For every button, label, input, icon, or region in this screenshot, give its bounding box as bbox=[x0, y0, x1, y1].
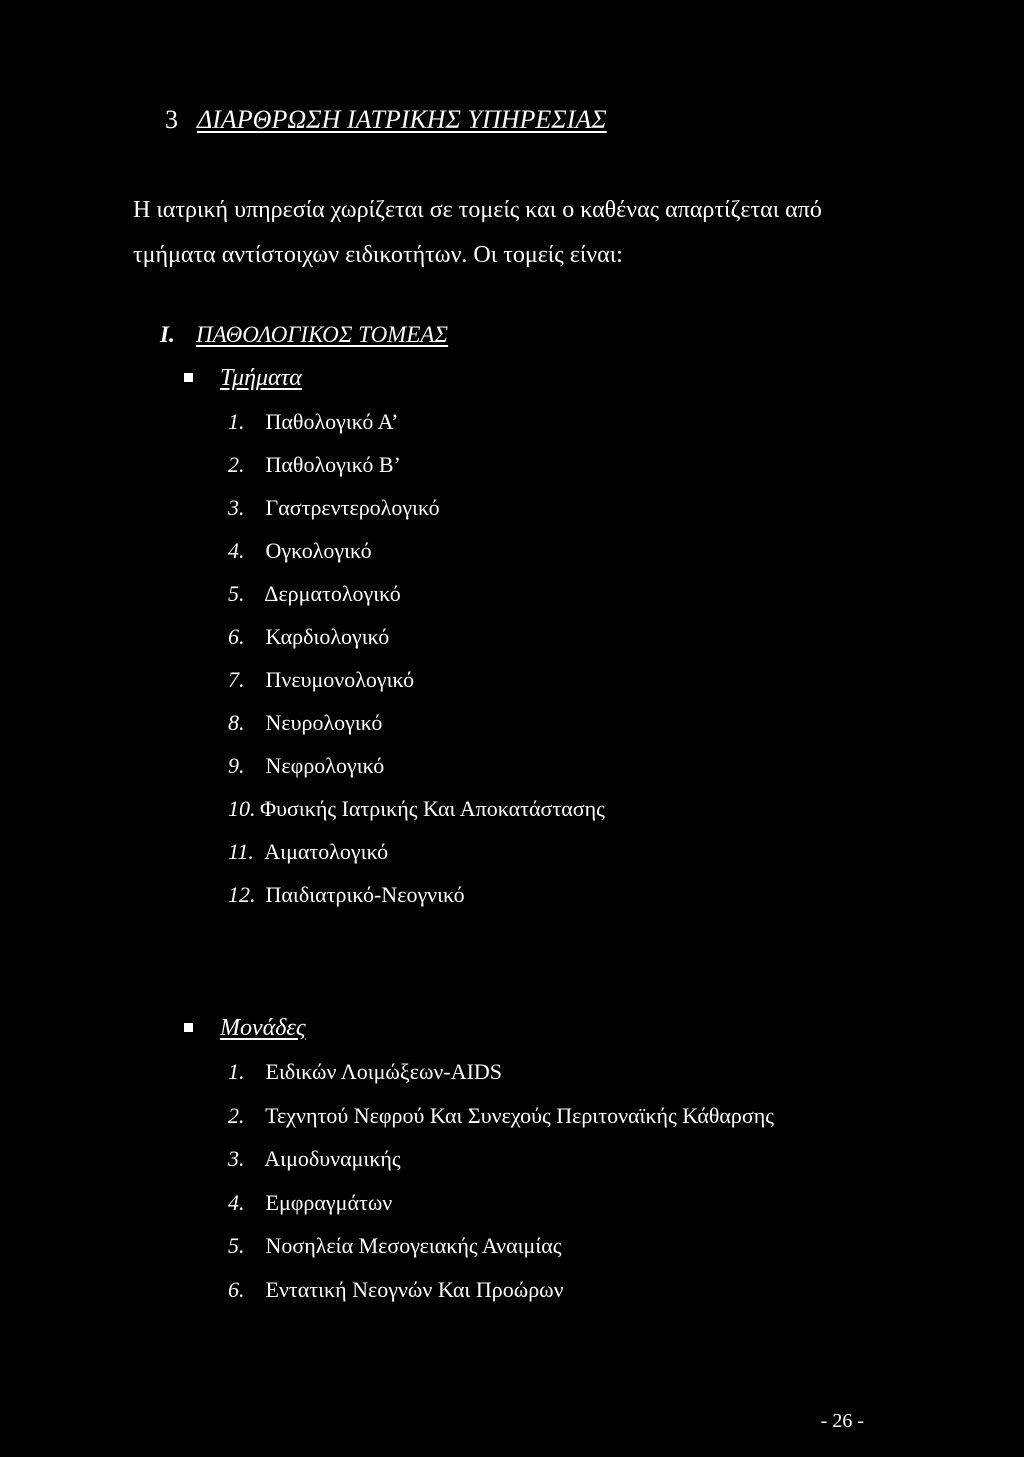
departments-title: Τμήματα bbox=[220, 365, 302, 391]
item-number: 4. bbox=[228, 538, 245, 563]
item-number: 9. bbox=[228, 753, 245, 778]
list-item bbox=[228, 881, 605, 924]
intro-line-1: Η ιατρική υπηρεσία χωρίζεται σε τομείς και ο καθένας απαρτίζεται από bbox=[133, 197, 822, 223]
item-number: 1. bbox=[228, 409, 245, 434]
list-item bbox=[228, 709, 605, 752]
units-list bbox=[228, 1058, 774, 1319]
sector-number: I. bbox=[160, 322, 175, 347]
departments-list bbox=[228, 408, 605, 924]
list-item bbox=[228, 1145, 774, 1189]
item-number: 2. bbox=[228, 1102, 245, 1128]
list-item bbox=[228, 1189, 774, 1233]
units-heading bbox=[220, 1015, 306, 1042]
item-number: 3. bbox=[228, 1146, 245, 1171]
item-number: 4. bbox=[228, 1189, 245, 1215]
list-item bbox=[228, 1232, 774, 1276]
units-title: Μονάδες bbox=[220, 1015, 306, 1041]
item-label: Καρδιολογικό bbox=[265, 624, 390, 649]
bullet-square-icon bbox=[184, 373, 193, 382]
section-number: 3 bbox=[165, 105, 178, 134]
item-number: 2. bbox=[228, 452, 245, 477]
item-label: Νοσηλεία Μεσογειακής Αναιμίας bbox=[265, 1233, 562, 1258]
list-item bbox=[228, 494, 605, 537]
intro-line-2: τμήματα αντίστοιχων ειδικοτήτων. Οι τομείς είναι: bbox=[133, 242, 623, 268]
item-label: Νεφρολογικό bbox=[265, 753, 385, 778]
list-item bbox=[228, 408, 605, 451]
list-item bbox=[228, 1058, 774, 1102]
item-number: 6. bbox=[228, 624, 245, 649]
item-number: 1. bbox=[228, 1059, 245, 1084]
list-item bbox=[228, 1276, 774, 1320]
section-title: ΔΙΑΡΘΡΩΣΗ ΙΑΤΡΙΚΗΣ ΥΠΗΡΕΣΙΑΣ bbox=[197, 105, 607, 134]
item-label: Αιματολογικό bbox=[264, 839, 389, 864]
item-label: Ειδικών Λοιμώξεων-AIDS bbox=[265, 1059, 503, 1084]
item-label: Πνευμονολογικό bbox=[265, 667, 415, 692]
item-label: Αιμοδυναμικής bbox=[264, 1146, 401, 1171]
item-label: Ογκολογικό bbox=[265, 538, 372, 563]
item-label: Φυσικής Ιατρικής Και Αποκατάστασης bbox=[260, 796, 605, 821]
item-number: 6. bbox=[228, 1276, 245, 1302]
item-label: Παιδιατρικό-Νεογνικό bbox=[265, 882, 465, 907]
departments-heading bbox=[220, 365, 302, 392]
item-number: 8. bbox=[228, 710, 245, 735]
item-label: Δερματολογικό bbox=[264, 581, 401, 606]
item-label: Γαστρεντερολογικό bbox=[265, 495, 440, 520]
item-label: Εμφραγμάτων bbox=[265, 1189, 393, 1215]
item-label: Παθολογικό Α’ bbox=[265, 409, 399, 434]
sector-heading bbox=[160, 322, 448, 348]
sector-title: ΠΑΘΟΛΟΓΙΚΟΣ ΤΟΜΕΑΣ bbox=[196, 322, 449, 347]
list-item bbox=[228, 795, 605, 838]
list-item bbox=[228, 752, 605, 795]
item-number: 12. bbox=[228, 882, 256, 907]
list-item bbox=[228, 623, 605, 666]
list-item bbox=[228, 666, 605, 709]
list-item bbox=[228, 838, 605, 881]
item-number: 5. bbox=[228, 1233, 245, 1258]
list-item bbox=[228, 451, 605, 494]
list-item bbox=[228, 1102, 774, 1146]
item-number: 7. bbox=[228, 667, 245, 692]
item-label: Τεχνητού Νεφρού Και Συνεχούς Περιτοναϊκής Κάθαρσης bbox=[265, 1102, 774, 1128]
item-label: Νευρολογικό bbox=[265, 710, 383, 735]
item-number: 5. bbox=[228, 581, 245, 606]
item-number: 10. bbox=[228, 796, 256, 821]
item-label: Εντατική Νεογνών Και Προώρων bbox=[265, 1276, 564, 1302]
list-item bbox=[228, 537, 605, 580]
item-number: 3. bbox=[228, 495, 245, 520]
page-number: - 26 - bbox=[820, 1410, 864, 1432]
section-heading bbox=[165, 105, 607, 135]
item-label: Παθολογικό Β’ bbox=[265, 452, 401, 477]
bullet-square-icon bbox=[184, 1023, 193, 1032]
list-item bbox=[228, 580, 605, 623]
item-number: 11. bbox=[228, 839, 254, 864]
